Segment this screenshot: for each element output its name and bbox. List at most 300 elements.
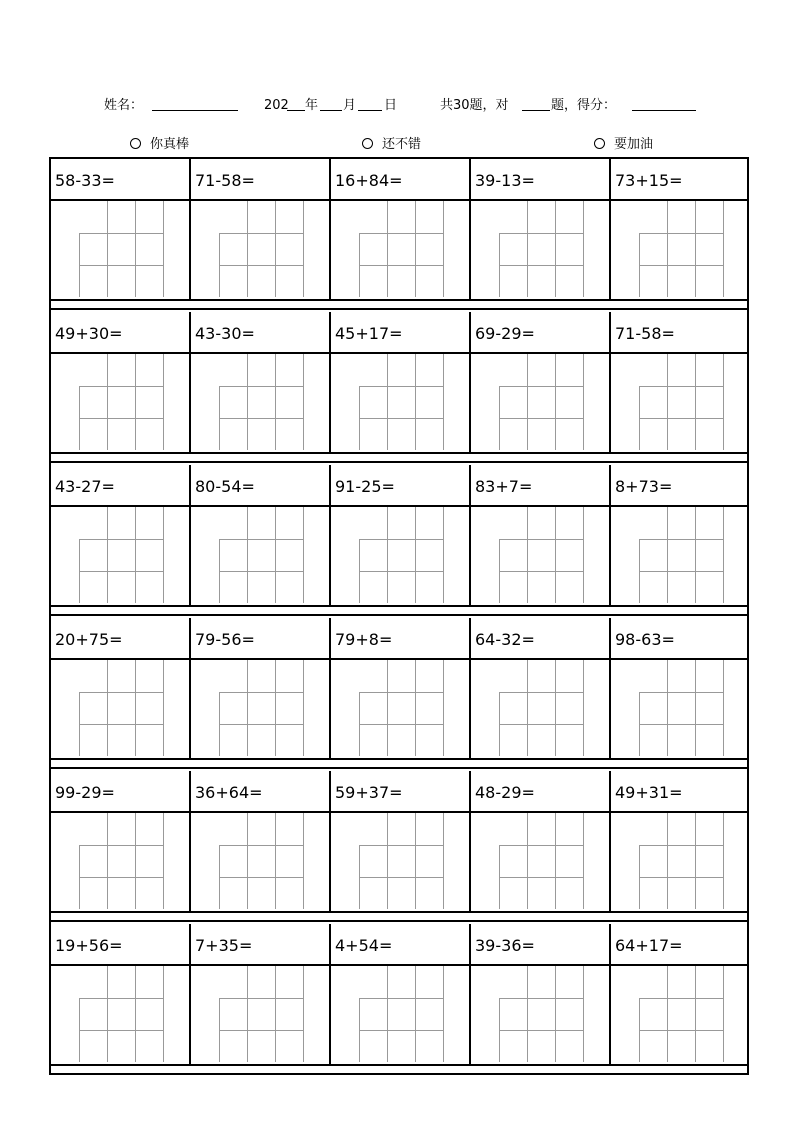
grid-line-horizontal xyxy=(359,692,443,693)
problem-header xyxy=(471,771,609,813)
problem-text: 91-25= xyxy=(335,477,395,496)
problem-header xyxy=(51,312,189,354)
grid-line-vertical xyxy=(275,966,276,1062)
grid-line-horizontal xyxy=(79,845,163,846)
calculation-grid xyxy=(219,966,303,1062)
grid-line-horizontal xyxy=(359,539,443,540)
grid-line-vertical xyxy=(527,813,528,909)
grid-line-horizontal xyxy=(79,233,163,234)
grid-line-vertical xyxy=(303,354,304,450)
answer-area[interactable] xyxy=(471,507,609,605)
grid-line-horizontal xyxy=(639,418,723,419)
grid-line-horizontal xyxy=(79,265,163,266)
problem-text: 79+8= xyxy=(335,630,393,649)
grid-line-vertical xyxy=(527,354,528,450)
grid-line-vertical xyxy=(723,966,724,1062)
grid-line-horizontal xyxy=(359,265,443,266)
grid-line-vertical xyxy=(275,660,276,756)
problem-row xyxy=(51,771,747,924)
grid-line-vertical xyxy=(443,813,444,909)
grid-line-vertical xyxy=(135,660,136,756)
grid-line-vertical xyxy=(667,507,668,603)
problem-cell xyxy=(51,924,191,1066)
rating-label: 你真棒 xyxy=(150,137,190,152)
calculation-grid xyxy=(219,201,303,297)
calculation-grid xyxy=(639,201,723,297)
answer-area[interactable] xyxy=(191,813,329,911)
problem-header xyxy=(331,312,469,354)
grid-line-vertical xyxy=(527,507,528,603)
grid-line-vertical xyxy=(555,660,556,756)
problem-cell xyxy=(191,618,331,760)
grid-line-vertical xyxy=(555,813,556,909)
grid-line-vertical xyxy=(695,201,696,297)
row-separator xyxy=(51,1064,747,1066)
month-blank[interactable] xyxy=(320,96,342,118)
grid-line-horizontal xyxy=(219,265,303,266)
problem-text: 71-58= xyxy=(195,171,255,190)
calculation-grid xyxy=(499,660,583,756)
answer-area[interactable] xyxy=(331,660,469,758)
year-label: 年 xyxy=(305,98,319,113)
rating-label: 还不错 xyxy=(382,137,422,152)
grid-line-horizontal xyxy=(499,571,583,572)
grid-line-horizontal xyxy=(219,386,303,387)
grid-line-vertical xyxy=(415,813,416,909)
grid-line-vertical xyxy=(555,354,556,450)
grid-line-vertical xyxy=(695,660,696,756)
problem-cell xyxy=(191,312,331,454)
total-label: 共30题，对 xyxy=(440,98,509,113)
problem-cell xyxy=(331,771,471,913)
grid-line-vertical xyxy=(555,201,556,297)
calculation-grid xyxy=(359,813,443,909)
answer-area[interactable] xyxy=(331,966,469,1064)
problem-cell xyxy=(611,924,747,1066)
grid-line-horizontal xyxy=(219,233,303,234)
problem-header xyxy=(51,618,189,660)
grid-line-horizontal xyxy=(359,845,443,846)
grid-line-horizontal xyxy=(79,418,163,419)
grid-line-vertical xyxy=(247,201,248,297)
grid-line-vertical xyxy=(247,966,248,1062)
answer-area[interactable] xyxy=(471,354,609,452)
grid-line-horizontal xyxy=(499,265,583,266)
grid-line-vertical xyxy=(583,966,584,1062)
problem-cell xyxy=(471,618,611,760)
grid-line-vertical xyxy=(667,354,668,450)
calculation-grid xyxy=(219,813,303,909)
row-separator xyxy=(51,605,747,607)
grid-line-vertical xyxy=(247,660,248,756)
grid-line-horizontal xyxy=(499,877,583,878)
problem-cell xyxy=(611,159,747,301)
problem-header xyxy=(51,465,189,507)
grid-line-vertical xyxy=(443,966,444,1062)
problem-header xyxy=(611,771,747,813)
grid-line-vertical xyxy=(583,660,584,756)
grid-line-horizontal xyxy=(639,1030,723,1031)
grid-line-vertical xyxy=(247,507,248,603)
problem-header xyxy=(471,312,609,354)
calculation-grid xyxy=(359,201,443,297)
day-blank[interactable] xyxy=(358,96,382,118)
problem-cell xyxy=(471,159,611,301)
grid-line-vertical xyxy=(303,813,304,909)
month-label: 月 xyxy=(343,98,357,113)
calculation-grid xyxy=(79,813,163,909)
problem-header xyxy=(331,159,469,201)
answer-area[interactable] xyxy=(471,966,609,1064)
problem-cell xyxy=(191,924,331,1066)
problem-cell xyxy=(611,465,747,607)
problem-cell xyxy=(611,618,747,760)
problem-cell xyxy=(471,924,611,1066)
grid-line-horizontal xyxy=(359,877,443,878)
problem-text: 83+7= xyxy=(475,477,533,496)
problem-text: 71-58= xyxy=(615,324,675,343)
grid-line-horizontal xyxy=(499,233,583,234)
problem-text: 64+17= xyxy=(615,936,683,955)
calculation-grid xyxy=(359,507,443,603)
problem-row xyxy=(51,312,747,465)
grid-line-vertical xyxy=(303,201,304,297)
problem-text: 36+64= xyxy=(195,783,263,802)
grid-line-vertical xyxy=(667,201,668,297)
calculation-grid xyxy=(499,966,583,1062)
row-separator xyxy=(51,920,747,922)
radio-circle-icon[interactable] xyxy=(130,138,141,149)
grid-line-vertical xyxy=(107,660,108,756)
problem-header xyxy=(191,465,329,507)
grid-line-horizontal xyxy=(639,233,723,234)
grid-line-horizontal xyxy=(79,998,163,999)
calculation-grid xyxy=(639,813,723,909)
problem-text: 49+31= xyxy=(615,783,683,802)
problem-text: 39-36= xyxy=(475,936,535,955)
grid-line-horizontal xyxy=(639,265,723,266)
calculation-grid xyxy=(639,354,723,450)
problem-header xyxy=(611,924,747,966)
grid-line-horizontal xyxy=(499,692,583,693)
grid-line-horizontal xyxy=(219,692,303,693)
calculation-grid xyxy=(499,354,583,450)
grid-line-vertical xyxy=(583,201,584,297)
grid-line-vertical xyxy=(667,813,668,909)
problem-text: 49+30= xyxy=(55,324,123,343)
rating-options xyxy=(0,135,794,155)
problem-text: 16+84= xyxy=(335,171,403,190)
grid-line-vertical xyxy=(723,354,724,450)
grid-line-horizontal xyxy=(639,386,723,387)
grid-line-horizontal xyxy=(499,539,583,540)
problem-cell xyxy=(191,465,331,607)
problem-text: 7+35= xyxy=(195,936,253,955)
grid-line-horizontal xyxy=(499,845,583,846)
problem-cell xyxy=(471,771,611,913)
problem-header xyxy=(331,465,469,507)
grid-line-vertical xyxy=(135,354,136,450)
grid-line-vertical xyxy=(163,813,164,909)
rating-option-try-harder[interactable] xyxy=(594,135,653,155)
score-label: 题，得分： xyxy=(551,98,617,113)
grid-line-horizontal xyxy=(359,571,443,572)
problem-cell xyxy=(471,465,611,607)
grid-line-vertical xyxy=(415,660,416,756)
problem-header xyxy=(471,159,609,201)
problem-cell xyxy=(331,924,471,1066)
score-blank[interactable] xyxy=(632,96,696,118)
grid-line-vertical xyxy=(107,813,108,909)
problem-text: 64-32= xyxy=(475,630,535,649)
problem-cell xyxy=(51,159,191,301)
calculation-grid xyxy=(499,201,583,297)
grid-line-vertical xyxy=(303,507,304,603)
problem-header xyxy=(471,618,609,660)
calculation-grid xyxy=(79,201,163,297)
grid-line-vertical xyxy=(723,507,724,603)
radio-circle-icon[interactable] xyxy=(362,138,373,149)
calculation-grid xyxy=(639,966,723,1062)
answer-area[interactable] xyxy=(611,507,747,605)
answer-area[interactable] xyxy=(471,813,609,911)
problem-header xyxy=(611,159,747,201)
answer-area[interactable] xyxy=(51,201,189,299)
grid-line-vertical xyxy=(527,660,528,756)
grid-line-vertical xyxy=(135,507,136,603)
answer-area[interactable] xyxy=(331,354,469,452)
grid-line-vertical xyxy=(387,966,388,1062)
rating-option-great[interactable] xyxy=(130,135,189,155)
grid-line-horizontal xyxy=(79,539,163,540)
grid-line-horizontal xyxy=(499,418,583,419)
problem-cell xyxy=(611,771,747,913)
grid-line-vertical xyxy=(695,966,696,1062)
problem-cell xyxy=(331,159,471,301)
grid-line-horizontal xyxy=(79,1030,163,1031)
answer-area[interactable] xyxy=(51,660,189,758)
grid-line-horizontal xyxy=(359,1030,443,1031)
problem-header xyxy=(471,924,609,966)
grid-line-vertical xyxy=(443,201,444,297)
grid-line-vertical xyxy=(723,201,724,297)
grid-line-horizontal xyxy=(639,692,723,693)
grid-line-vertical xyxy=(163,966,164,1062)
problem-text: 79-56= xyxy=(195,630,255,649)
problem-header xyxy=(611,312,747,354)
correct-blank[interactable] xyxy=(522,96,550,118)
answer-area[interactable] xyxy=(51,813,189,911)
grid-line-horizontal xyxy=(79,692,163,693)
grid-line-horizontal xyxy=(639,998,723,999)
grid-line-vertical xyxy=(723,813,724,909)
answer-area[interactable] xyxy=(191,660,329,758)
problem-text: 39-13= xyxy=(475,171,535,190)
grid-line-vertical xyxy=(275,354,276,450)
grid-line-vertical xyxy=(415,201,416,297)
name-blank[interactable] xyxy=(152,96,238,118)
grid-line-horizontal xyxy=(639,877,723,878)
answer-area[interactable] xyxy=(611,660,747,758)
answer-area[interactable] xyxy=(191,507,329,605)
answer-area[interactable] xyxy=(191,966,329,1064)
problem-header xyxy=(331,924,469,966)
grid-line-vertical xyxy=(275,813,276,909)
problem-header xyxy=(191,924,329,966)
grid-line-vertical xyxy=(387,507,388,603)
grid-line-vertical xyxy=(135,966,136,1062)
grid-line-vertical xyxy=(387,354,388,450)
grid-line-vertical xyxy=(135,813,136,909)
problem-row xyxy=(51,465,747,618)
problem-text: 80-54= xyxy=(195,477,255,496)
grid-line-horizontal xyxy=(359,233,443,234)
problem-header xyxy=(191,312,329,354)
grid-line-vertical xyxy=(415,966,416,1062)
problem-text: 69-29= xyxy=(475,324,535,343)
calculation-grid xyxy=(499,813,583,909)
problem-cell xyxy=(331,618,471,760)
problem-header xyxy=(191,618,329,660)
grid-line-horizontal xyxy=(219,877,303,878)
problem-row xyxy=(51,618,747,771)
grid-line-vertical xyxy=(723,660,724,756)
grid-line-vertical xyxy=(387,813,388,909)
answer-area[interactable] xyxy=(611,966,747,1064)
grid-line-vertical xyxy=(695,813,696,909)
problem-header xyxy=(331,618,469,660)
grid-line-horizontal xyxy=(79,386,163,387)
answer-area[interactable] xyxy=(51,966,189,1064)
calculation-grid xyxy=(79,507,163,603)
problem-row xyxy=(51,924,747,1077)
grid-line-horizontal xyxy=(359,386,443,387)
problem-cell xyxy=(611,312,747,454)
grid-line-vertical xyxy=(387,201,388,297)
answer-area[interactable] xyxy=(471,201,609,299)
grid-line-vertical xyxy=(247,813,248,909)
problem-cell xyxy=(51,771,191,913)
grid-line-horizontal xyxy=(359,724,443,725)
problem-cell xyxy=(51,312,191,454)
problem-cell xyxy=(51,618,191,760)
row-separator xyxy=(51,308,747,310)
grid-line-vertical xyxy=(275,201,276,297)
calculation-grid xyxy=(639,660,723,756)
problem-text: 48-29= xyxy=(475,783,535,802)
problem-text: 99-29= xyxy=(55,783,115,802)
grid-line-vertical xyxy=(527,966,528,1062)
grid-line-horizontal xyxy=(639,571,723,572)
grid-line-horizontal xyxy=(79,877,163,878)
grid-line-vertical xyxy=(583,507,584,603)
answer-area[interactable] xyxy=(191,354,329,452)
grid-line-horizontal xyxy=(639,539,723,540)
answer-area[interactable] xyxy=(471,660,609,758)
grid-line-vertical xyxy=(415,507,416,603)
calculation-grid xyxy=(639,507,723,603)
name-label: 姓名： xyxy=(104,98,144,113)
grid-line-vertical xyxy=(163,660,164,756)
problem-text: 45+17= xyxy=(335,324,403,343)
problem-header xyxy=(51,924,189,966)
grid-line-vertical xyxy=(667,966,668,1062)
rating-option-good[interactable] xyxy=(362,135,421,155)
row-separator xyxy=(51,299,747,301)
problem-cell xyxy=(331,465,471,607)
grid-line-horizontal xyxy=(219,571,303,572)
row-separator xyxy=(51,911,747,913)
radio-circle-icon[interactable] xyxy=(594,138,605,149)
rating-label: 要加油 xyxy=(614,137,654,152)
row-separator xyxy=(51,758,747,760)
answer-area[interactable] xyxy=(611,354,747,452)
calculation-grid xyxy=(219,507,303,603)
problem-text: 98-63= xyxy=(615,630,675,649)
answer-area[interactable] xyxy=(51,354,189,452)
answer-area[interactable] xyxy=(331,201,469,299)
grid-line-vertical xyxy=(107,966,108,1062)
grid-line-horizontal xyxy=(639,845,723,846)
problem-sheet xyxy=(49,157,749,1075)
answer-area[interactable] xyxy=(191,201,329,299)
answer-area[interactable] xyxy=(611,201,747,299)
year-blank[interactable] xyxy=(287,96,305,118)
problem-cell xyxy=(191,159,331,301)
problem-header xyxy=(331,771,469,813)
problem-cell xyxy=(331,312,471,454)
problem-row xyxy=(51,159,747,312)
problem-text: 59+37= xyxy=(335,783,403,802)
grid-line-horizontal xyxy=(219,845,303,846)
problem-header xyxy=(611,465,747,507)
answer-area[interactable] xyxy=(51,507,189,605)
day-label: 日 xyxy=(384,98,398,113)
grid-line-horizontal xyxy=(359,418,443,419)
grid-line-horizontal xyxy=(79,571,163,572)
grid-line-vertical xyxy=(443,660,444,756)
grid-line-vertical xyxy=(275,507,276,603)
grid-line-vertical xyxy=(107,507,108,603)
answer-area[interactable] xyxy=(611,813,747,911)
problem-cell xyxy=(191,771,331,913)
grid-line-vertical xyxy=(387,660,388,756)
problem-text: 58-33= xyxy=(55,171,115,190)
problem-text: 43-27= xyxy=(55,477,115,496)
grid-line-vertical xyxy=(163,354,164,450)
grid-line-vertical xyxy=(667,660,668,756)
grid-line-horizontal xyxy=(499,998,583,999)
grid-line-horizontal xyxy=(639,724,723,725)
problem-header xyxy=(191,771,329,813)
grid-line-horizontal xyxy=(359,998,443,999)
row-separator xyxy=(51,767,747,769)
grid-line-vertical xyxy=(443,354,444,450)
problem-text: 19+56= xyxy=(55,936,123,955)
grid-line-vertical xyxy=(555,507,556,603)
calculation-grid xyxy=(219,354,303,450)
calculation-grid xyxy=(79,966,163,1062)
grid-line-horizontal xyxy=(219,998,303,999)
grid-line-vertical xyxy=(583,354,584,450)
grid-line-vertical xyxy=(415,354,416,450)
problem-header xyxy=(471,465,609,507)
problem-cell xyxy=(471,312,611,454)
calculation-grid xyxy=(79,660,163,756)
answer-area[interactable] xyxy=(331,507,469,605)
grid-line-vertical xyxy=(163,201,164,297)
answer-area[interactable] xyxy=(331,813,469,911)
